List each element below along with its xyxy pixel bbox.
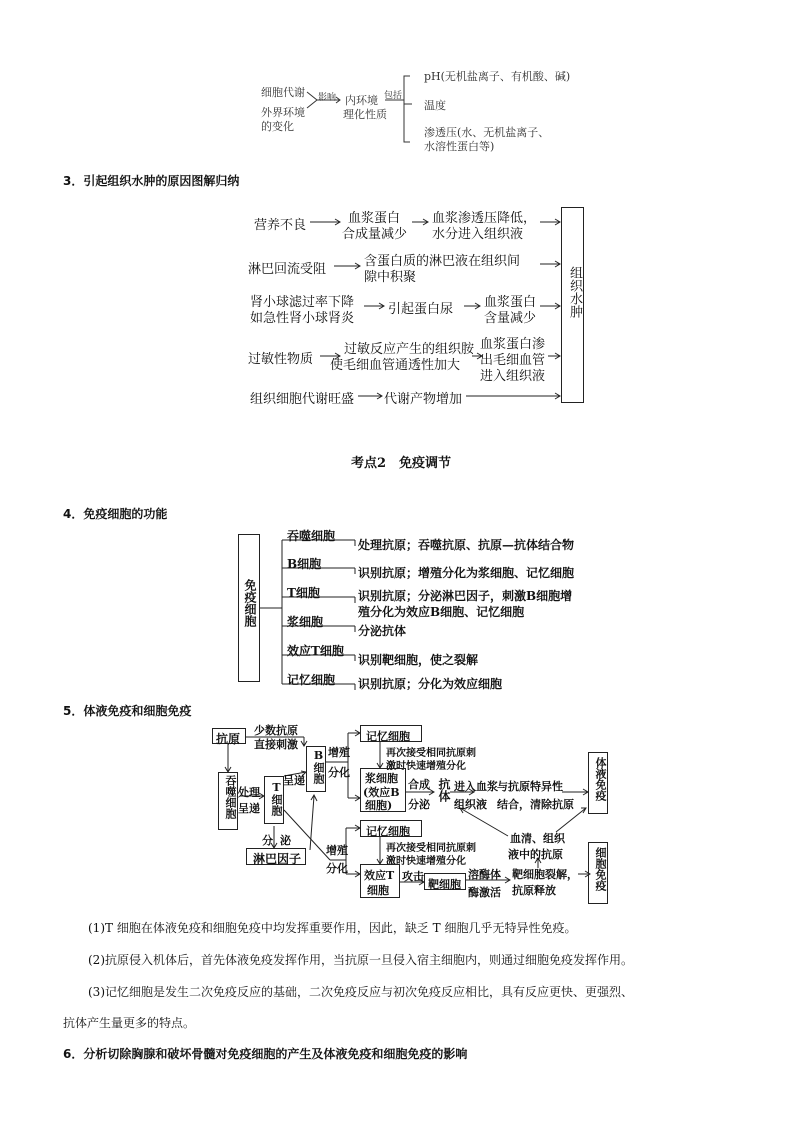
fig4-bcell-box [306, 746, 326, 792]
fig2-row3-cause-b: 如急性肾小球肾炎 [250, 311, 355, 326]
fig2-row3-cause-a: 肾小球滤过率下降 [250, 295, 355, 310]
fig4-antibody: 抗体 [437, 778, 451, 802]
fig4-lysis-a: 靶细胞裂解， [512, 868, 578, 881]
fig4-again1a: 再次接受相同抗原刺 [386, 748, 476, 759]
fig4-lyso-b: 酶激活 [468, 886, 501, 899]
fig3-func-memory: 识别抗原；分化为效应细胞 [358, 677, 503, 691]
fig4-synth: 合成 [408, 778, 430, 791]
fig3-func-effector-t: 识别靶细胞，使之裂解 [358, 653, 479, 667]
fig3-cell-plasma: 浆细胞 [287, 615, 324, 629]
paragraph-3-cont: 抗体产生量更多的特点。 [63, 1016, 196, 1030]
fig4-tcell: T细胞 [270, 781, 283, 816]
fig4-again2b: 激时快速增殖分化 [386, 856, 466, 867]
fig4-secrete2b: 泌 [280, 834, 291, 847]
fig1-center-1: 内环境 [345, 94, 378, 107]
fig4-prolif2: 增殖 [326, 844, 348, 857]
fig2-row4-mid2a: 血浆蛋白渗 [480, 337, 546, 352]
fig4-target: 靶细胞 [428, 878, 461, 891]
fig4-diff1: 分化 [328, 766, 350, 779]
fig1-left-2b: 的变化 [261, 120, 294, 133]
fig4-again1b: 激时快速增殖分化 [386, 761, 466, 772]
fig2-row4-mid2b: 出毛细血管 [480, 353, 546, 368]
fig4-plasma-a: 浆细胞 [365, 772, 398, 785]
fig3-func-plasma: 分泌抗体 [358, 624, 407, 638]
fig3-func-t-b: 殖分化为效应B细胞、记忆细胞 [358, 605, 525, 619]
paragraph-3: (3)记忆细胞是发生二次免疫反应的基础，二次免疫反应与初次免疫反应相比，具有反应更快、更强烈、 [88, 985, 634, 999]
fig4-plasma-c: 细胞) [365, 799, 393, 812]
fig4-target-box [424, 873, 466, 890]
fig1-affect-label: 影响 [318, 93, 337, 103]
fig4-lysis-b: 抗原释放 [512, 884, 556, 897]
fig4-present1: 呈递 [238, 802, 260, 815]
fig3-cell-effector-t: 效应T细胞 [287, 644, 344, 658]
fig4-phagocyte-box [218, 772, 238, 830]
fig1-item-temperature: 温度 [424, 99, 446, 112]
fig4-enter-blood: 进入血浆 [454, 780, 498, 793]
fig4-memory2-box [360, 820, 422, 837]
section-5-heading: 5．体液免疫和细胞免疫 [63, 704, 192, 718]
fig2-row1-mid1a: 血浆蛋白 [348, 211, 401, 226]
fig4-blood-b: 液中的抗原 [508, 848, 563, 861]
fig3-func-t-a: 识别抗原；分泌淋巴因子，刺激B细胞增 [358, 589, 573, 603]
fig3-cell-b: B细胞 [287, 557, 322, 571]
fig3-root-text: 免疫细胞 [243, 579, 257, 627]
fig4-phagocyte: 吞噬细胞 [224, 775, 237, 819]
fig2-row5-cause: 组织细胞代谢旺盛 [250, 392, 355, 407]
fig4-combine1: 与抗原特异性 [497, 780, 563, 793]
fig1-item-osmotic-b: 水溶性蛋白等) [424, 140, 495, 153]
fig4-lymphokine: 淋巴因子 [253, 852, 302, 866]
fig4-effector-a: 效应T [364, 869, 395, 882]
fig4-antigen-box [212, 728, 246, 744]
fig3-cell-phagocyte: 吞噬细胞 [287, 529, 336, 543]
fig2-row4-mid1b: 使毛细血管通透性加大 [330, 358, 461, 373]
fig4-lyso-a: 溶酶体 [468, 868, 501, 881]
fig2-row1-mid1b: 合成量减少 [342, 227, 408, 242]
fig4-attack: 攻击 [402, 870, 424, 883]
fig4-tissue-fluid: 组织液 [454, 798, 487, 811]
fig1-left-1: 细胞代谢 [261, 86, 305, 99]
fig4-again2a: 再次接受相同抗原刺 [386, 843, 476, 854]
fig4-present2: 呈递 [283, 774, 305, 787]
fig4-tcell-box [264, 776, 284, 824]
fig1-item-osmotic-a: 渗透压(水、无机盐离子、 [424, 126, 550, 139]
fig4-few-b: 直接刺激 [254, 738, 298, 751]
fig2-row4-mid1a: 过敏反应产生的组织胺 [344, 342, 475, 357]
fig2-row3-mid2a: 血浆蛋白 [484, 295, 537, 310]
fig4-cellular-box [588, 842, 608, 904]
fig2-row2-mid1a: 含蛋白质的淋巴液在组织间 [364, 254, 521, 269]
fig1-include-label: 包括 [384, 91, 403, 101]
fig4-combine2: 结合，清除抗原 [497, 798, 574, 811]
fig4-plasma-box [360, 768, 406, 812]
fig4-antigen: 抗原 [216, 732, 241, 746]
fig4-memory1: 记忆细胞 [366, 730, 410, 743]
fig3-cell-t: T细胞 [287, 586, 320, 600]
fig4-few-a: 少数抗原 [254, 724, 298, 737]
fig4-prolif1: 增殖 [328, 746, 350, 759]
fig4-secrete2a: 分 [262, 834, 273, 847]
fig4-effector-box [360, 864, 400, 898]
fig2-row2-cause: 淋巴回流受阻 [248, 262, 327, 277]
fig4-memory2: 记忆细胞 [366, 825, 410, 838]
paragraph-2: (2)抗原侵入机体后，首先体液免疫发挥作用，当抗原一旦侵入宿主细胞内，则通过细胞免疫发挥作用。 [88, 953, 634, 967]
fig4-blood-a: 血清、组织 [510, 832, 565, 845]
fig2-row1-mid2a: 血浆渗透压降低， [432, 211, 537, 226]
fig2-row1-mid2b: 水分进入组织液 [432, 227, 524, 242]
fig2-row2-mid1b: 隙中积聚 [364, 270, 417, 285]
fig4-diff2: 分化 [326, 862, 348, 875]
section-6-heading: 6．分析切除胸腺和破坏骨髓对免疫细胞的产生及体液免疫和细胞免疫的影响 [63, 1047, 468, 1061]
fig4-plasma-b: (效应B [363, 786, 400, 799]
fig4-secrete: 分泌 [408, 798, 430, 811]
fig4-humoral-box [588, 752, 608, 814]
fig4-memory1-box [360, 725, 422, 742]
fig2-row4-mid2c: 进入组织液 [480, 369, 546, 384]
fig4-cellular: 细胞免疫 [594, 847, 607, 891]
fig4-lymphokine-box [246, 848, 306, 865]
paragraph-1: (1)T 细胞在体液免疫和细胞免疫中均发挥重要作用，因此，缺乏 T 细胞几乎无特异性免疫。 [88, 921, 577, 935]
fig2-row4-cause: 过敏性物质 [248, 352, 314, 367]
fig4-effector-b: 细胞 [367, 884, 389, 897]
fig3-func-phagocyte: 处理抗原；吞噬抗原、抗原—抗体结合物 [358, 538, 575, 552]
fig1-left-2a: 外界环境 [261, 106, 305, 119]
fig2-row5-mid1: 代谢产物增加 [384, 392, 463, 407]
section-4-heading: 4．免疫细胞的功能 [63, 507, 168, 521]
fig2-row3-mid2b: 含量减少 [484, 311, 537, 326]
fig2-row3-mid1: 引起蛋白尿 [388, 302, 454, 317]
fig4-humoral: 体液免疫 [594, 757, 607, 801]
fig1-center-2: 理化性质 [343, 108, 387, 121]
fig2-result-text: 组织水肿 [567, 266, 582, 318]
section-kp2-title: 考点2 免疫调节 [351, 456, 452, 471]
fig3-cell-memory: 记忆细胞 [287, 673, 336, 687]
fig4-process: 处理 [238, 786, 260, 799]
section-3-heading: 3．引起组织水肿的原因图解归纳 [63, 174, 240, 188]
fig2-row1-cause: 营养不良 [254, 218, 307, 233]
fig1-item-ph: pH(无机盐离子、有机酸、碱) [424, 70, 571, 83]
fig3-func-b: 识别抗原；增殖分化为浆细胞、记忆细胞 [358, 566, 575, 580]
fig4-bcell: B细胞 [312, 749, 325, 784]
